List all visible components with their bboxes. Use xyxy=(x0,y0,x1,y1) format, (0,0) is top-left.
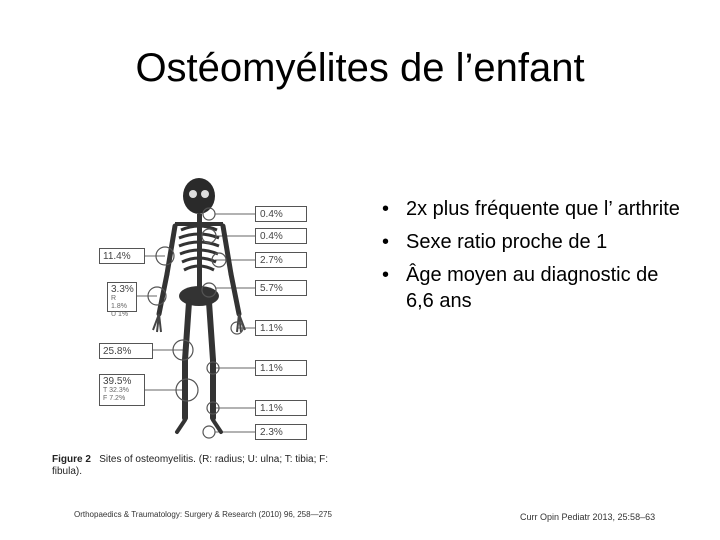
site-label-right: 5.7% xyxy=(255,280,307,296)
site-label-right: 1.1% xyxy=(255,360,307,376)
source-citation-right: Curr Opin Pediatr 2013, 25:58–63 xyxy=(520,512,656,522)
bullet-item: • Âge moyen au diagnostic de 6,6 ans xyxy=(368,262,688,314)
site-label-right: 0.4% xyxy=(255,206,307,222)
slide-title: Ostéomyélites de l’enfant xyxy=(135,46,585,90)
source-citation-left: Orthopaedics & Traumatology: Surgery & Research (2010) 96, 258—275 xyxy=(74,510,332,519)
bullet-list xyxy=(368,196,688,321)
site-label-right: 0.4% xyxy=(255,228,307,244)
figure-caption-label: Figure 2 xyxy=(52,454,91,465)
site-label-left: 11.4% xyxy=(99,248,145,264)
site-label-leg-total: 39.5% xyxy=(103,376,132,387)
skeleton-figure xyxy=(97,178,307,446)
bullet-item: • Sexe ratio proche de 1 xyxy=(368,229,688,255)
site-label-right: 1.1% xyxy=(255,400,307,416)
site-label-ulna: U 1% xyxy=(111,311,129,318)
site-label-right: 2.3% xyxy=(255,424,307,440)
figure-caption-text: Sites of osteomyelitis. (R: radius; U: ulna; T: tibia; F: fibula). xyxy=(52,454,329,477)
site-label-forearm-total: 3.3% xyxy=(111,284,134,295)
site-label-left: 25.8% xyxy=(99,343,153,359)
site-label-left-leg xyxy=(99,374,145,406)
site-label-right: 1.1% xyxy=(255,320,307,336)
site-label-radius: R 1.8% xyxy=(111,295,127,310)
bullet-item: • 2x plus fréquente que l’ arthrite xyxy=(368,196,688,222)
figure-caption xyxy=(52,454,352,478)
site-label-right: 2.7% xyxy=(255,252,307,268)
site-label-tibia: T 32.3% xyxy=(103,387,129,394)
site-label-fibula: F 7.2% xyxy=(103,395,126,402)
site-label-left-forearm xyxy=(107,282,137,318)
